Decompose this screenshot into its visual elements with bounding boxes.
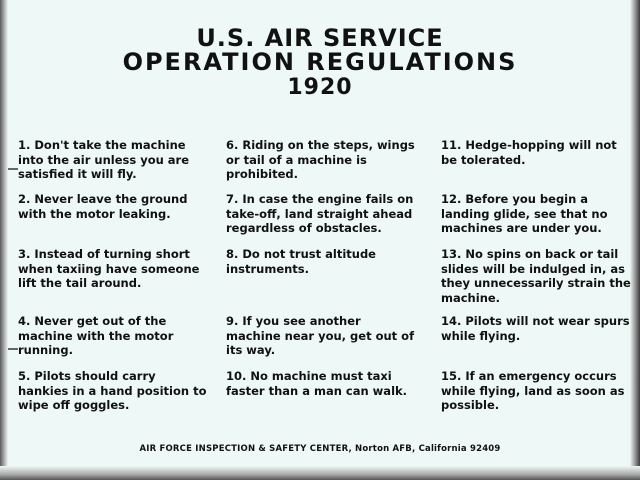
title-year: 1920: [287, 75, 353, 100]
rule-12: 12. Before you begin a landing glide, see that no machines are under you.: [441, 192, 608, 235]
rule-3: 3. Instead of turning short when taxiing have someone lift the tail around.: [18, 247, 200, 290]
title-line-1: U.S. AIR SERVICE: [196, 24, 444, 52]
rule-5: 5. Pilots should carry hankies in a hand position to wipe off goggles.: [18, 369, 207, 412]
footer-credit: AIR FORCE INSPECTION & SAFETY CENTER, Norton AFB, California 92409: [139, 444, 501, 454]
rule-6: 6. Riding on the steps, wings or tail of a machine is prohibited.: [226, 138, 415, 181]
rule-10: 10. No machine must taxi faster than a man can walk.: [226, 369, 408, 398]
photo-edge-bottom: [0, 466, 640, 480]
title-line-2: OPERATION REGULATIONS: [122, 48, 518, 76]
margin-mark: [8, 348, 18, 350]
rule-14: 14. Pilots will not wear spurs while flying.: [441, 314, 630, 343]
rule-8: 8. Do not trust altitude instruments.: [226, 247, 376, 276]
rule-15: 15. If an emergency occurs while flying, land as soon as possible.: [441, 369, 625, 412]
rule-2: 2. Never leave the ground with the motor leaking.: [18, 192, 188, 221]
rule-9: 9. If you see another machine near you, get out of its way.: [226, 314, 415, 357]
rule-1: 1. Don't take the machine into the air unless you are satisfied it will fly.: [18, 138, 190, 181]
rule-7: 7. In case the engine fails on take-off, land straight ahead regardless of obstacles.: [226, 192, 414, 235]
rule-11: 11. Hedge-hopping will not be tolerated.: [441, 138, 617, 167]
margin-mark: [8, 168, 18, 170]
rule-4: 4. Never get out of the machine with the motor running.: [18, 314, 174, 357]
rule-13: 13. No spins on back or tail slides will be indulged in, as they unnecessarily strain the machine.: [441, 247, 631, 305]
